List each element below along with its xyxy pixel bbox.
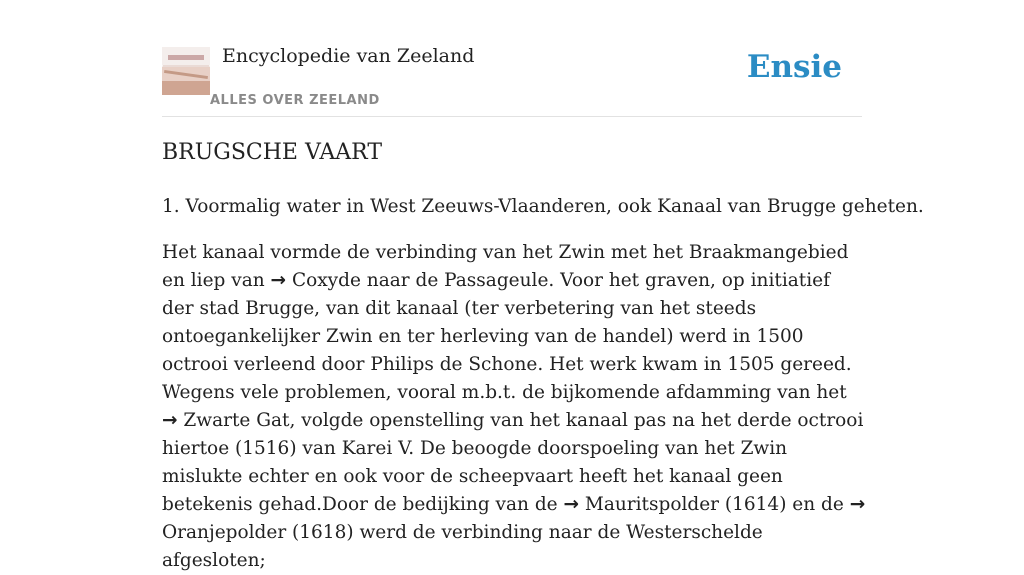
entry-title: BRUGSCHE VAART xyxy=(162,140,383,165)
body-text-segment: (1618) werd de verbinding naar de Westerschelde afgesloten; xyxy=(162,522,763,571)
arrow-right-icon: → xyxy=(162,410,178,431)
page-container xyxy=(162,0,924,571)
ensie-brand-logo[interactable]: Ensie xyxy=(746,49,842,85)
site-header xyxy=(162,0,862,117)
site-name[interactable]: Encyclopedie van Zeeland xyxy=(222,45,475,67)
entry-body xyxy=(162,239,867,575)
entry-definition: 1. Voormalig water in West Zeeuws-Vlaanderen, ook Kanaal van Brugge geheten. xyxy=(162,196,924,217)
body-text-segment: (1614) en de xyxy=(719,494,850,515)
arrow-right-icon: → xyxy=(563,494,580,515)
link-coxyde[interactable]: → Coxyde xyxy=(270,270,361,291)
link-oranjepolder[interactable]: → Oranjepolder xyxy=(162,494,866,543)
body-text-segment: Het kanaal vormde de verbinding van het Zwin met het Braakmangebied en liep van xyxy=(162,242,849,291)
link-mauritspolder[interactable]: → Mauritspolder xyxy=(563,494,720,515)
site-logo-avatar[interactable] xyxy=(162,47,210,95)
arrow-right-icon: → xyxy=(270,270,287,291)
link-zwarte-gat[interactable]: → Zwarte Gat xyxy=(162,410,290,431)
site-tagline: ALLES OVER ZEELAND xyxy=(210,93,380,108)
body-text-segment: naar de Passageule. Voor het graven, op initiatief der stad Brugge, van dit kanaal (ter verbetering van het steeds ontoegankelijker Zwin en ter herleving van de handel) werd in 1500 octrooi verleend door Philips de Schone. Het werk kwam in 1505 gereed. Wegens vele problemen, vooral m.b.t. de bijkomende afdamming van het xyxy=(162,270,852,403)
arrow-right-icon: → xyxy=(849,494,866,515)
body-text-segment: , volgde openstelling van het kanaal pas na het derde octrooi hiertoe (1516) van Karei V. De beoogde doorspoeling van het Zwin mislukte echter en ook voor de scheepvaart heeft het kanaal geen betekenis gehad.Door de bedijking van de xyxy=(162,410,864,515)
